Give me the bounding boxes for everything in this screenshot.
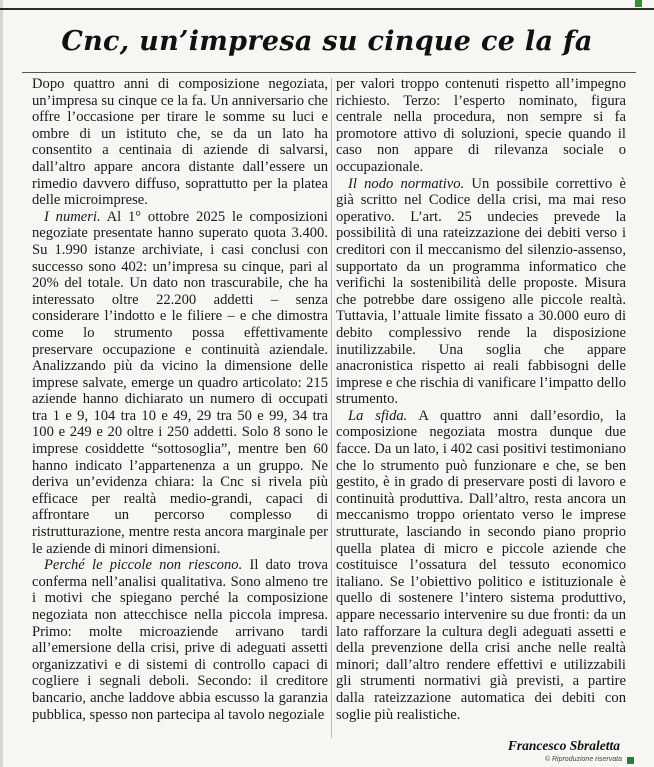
copyright-notice: © Riproduzione riservata bbox=[544, 756, 622, 763]
left-column bbox=[32, 76, 328, 723]
right-column bbox=[336, 76, 626, 723]
page-left-edge bbox=[0, 0, 3, 767]
right-paragraph-3-body: A quattro anni dall’esordio, la composizione negoziata mostra dunque due facce. Da un lato, i 402 casi positivi testimoniano che lo strumento può funzionare e che, se ben gestito, è in grado di preservare posti di lavoro e continuità produttiva. Dall’altro, resta ancora un meccanismo troppo orientato verso le imprese strutturate, lasciando in secondo piano proprio quella platea di micro e piccole aziende che costituisce l’ossatura del tessuto economico italiano. Se l’obiettivo politico e istituzionale è quello di sostenere l’intero sistema produttivo, appare necessario intervenire su due fronti: da un lato rafforzare la cultura degli adeguati assetti e della prevenzione della crisi anche nelle realtà minori; dall’altro rendere effettivi e utilizzabili gli strumenti normativi già previsti, a partire dalla rateizzazione automatica dei debiti con soglie più realistiche. bbox=[336, 407, 626, 723]
subhead-numeri: I numeri. bbox=[44, 208, 101, 225]
subhead-piccole: Perché le piccole non riescono. bbox=[44, 557, 243, 574]
left-paragraph-1: Dopo quattro anni di composizione negoziata, un’impresa su cinque ce la fa. Un anniversario che offre l’occasione per tirare le somme su luci e ombre di un istituto che, se da un lato ha consentito a centinaia di aziende di salvarsi, dall’altro appare ancora distante dall’essere un rimedio davvero diffuso, soprattutto per la platea delle microimprese. bbox=[32, 76, 328, 209]
right-paragraph-2-body: Un possibile correttivo è già scritto nel Codice della crisi, ma mai reso operativo. L’art. 25 undecies prevede la possibilità di una rateizzazione dei debiti verso i creditori con il meccanismo del silenzio-assenso, supportato da un programma informatico che verifichi la sostenibilità delle proposte. Misura che potrebbe dare ossigeno alle piccole realtà. Tuttavia, l’attuale limite fissato a 30.000 euro di debito complessivo rende la disposizione inutilizzabile. Una soglia che appare anacronistica rispetto ai reali fabbisogni delle imprese e che rischia di vanificare l’impatto dello strumento. bbox=[336, 175, 626, 408]
left-paragraph-3 bbox=[32, 557, 328, 723]
column-divider bbox=[331, 78, 332, 738]
headline: Cnc, un’impresa su cinque ce la fa bbox=[61, 26, 593, 57]
right-paragraph-2 bbox=[336, 176, 626, 408]
right-paragraph-1: per valori troppo contenuti rispetto all’impegno richiesto. Terzo: l’esperto nominato, figura centrale nella procedura, non sempre si fa promotore attivo di soluzioni, specie quando il caso non appare di rilevanza sociale o occupazionale. bbox=[336, 76, 626, 175]
left-paragraph-2-body: Al 1° ottobre 2025 le composizioni negoziate presentate hanno superato quota 3.400. Su 1.990 istanze archiviate, i casi conclusi con successo sono 402: un’impresa su cinque, pari al 20% del totale. Un dato non trascurabile, che ha interessato oltre 22.200 addetti – senza considerare l’indotto e le filiere – e che dimostra come lo strumento possa effettivamente preservare occupazione e continuità aziendale. Analizzando più da vicino la dimensione delle imprese salvate, emerge un quadro articolato: 215 aziende hanno dichiarato un numero di occupati tra 1 e 9, 104 tra 10 e 49, 29 tra 50 e 99, 34 tra 100 e 249 e 20 oltre i 250 addetti. Solo 8 sono le imprese cosiddette “sottosoglia”, mentre ben 60 hanno indicato l’appartenenza a un gruppo. Ne deriva un’evidenza chiara: la Cnc si rivela più efficace per realtà medio-grandi, capaci di affrontare un percorso complesso di ristrutturazione, mentre resta ancora marginale per le aziende di minori dimensioni. bbox=[32, 208, 328, 557]
subhead-sfida: La sfida. bbox=[348, 407, 408, 424]
subhead-nodo-normativo: Il nodo normativo. bbox=[348, 175, 465, 192]
right-paragraph-3 bbox=[336, 408, 626, 723]
title-rule bbox=[22, 72, 636, 73]
top-rule bbox=[0, 8, 654, 10]
left-paragraph-2 bbox=[32, 209, 328, 557]
author-byline: Francesco Sbraletta bbox=[507, 738, 620, 753]
corner-mark bbox=[635, 0, 642, 7]
left-paragraph-3-body: Il dato trova conferma nell’analisi qualitativa. Sono almeno tre i motivi che spiegano perché la composizione negoziata non attecchisce nella piccola impresa. Primo: molte microaziende arrivano tardi all’emersione della crisi, prive di adeguati assetti organizzativi e di sistemi di controllo capaci di cogliere i segnali deboli. Secondo: il creditore bancario, anche laddove abbia escusso la garanzia pubblica, spesso non partecipa al tavolo negoziale bbox=[32, 557, 328, 723]
end-of-article-mark bbox=[627, 757, 634, 764]
